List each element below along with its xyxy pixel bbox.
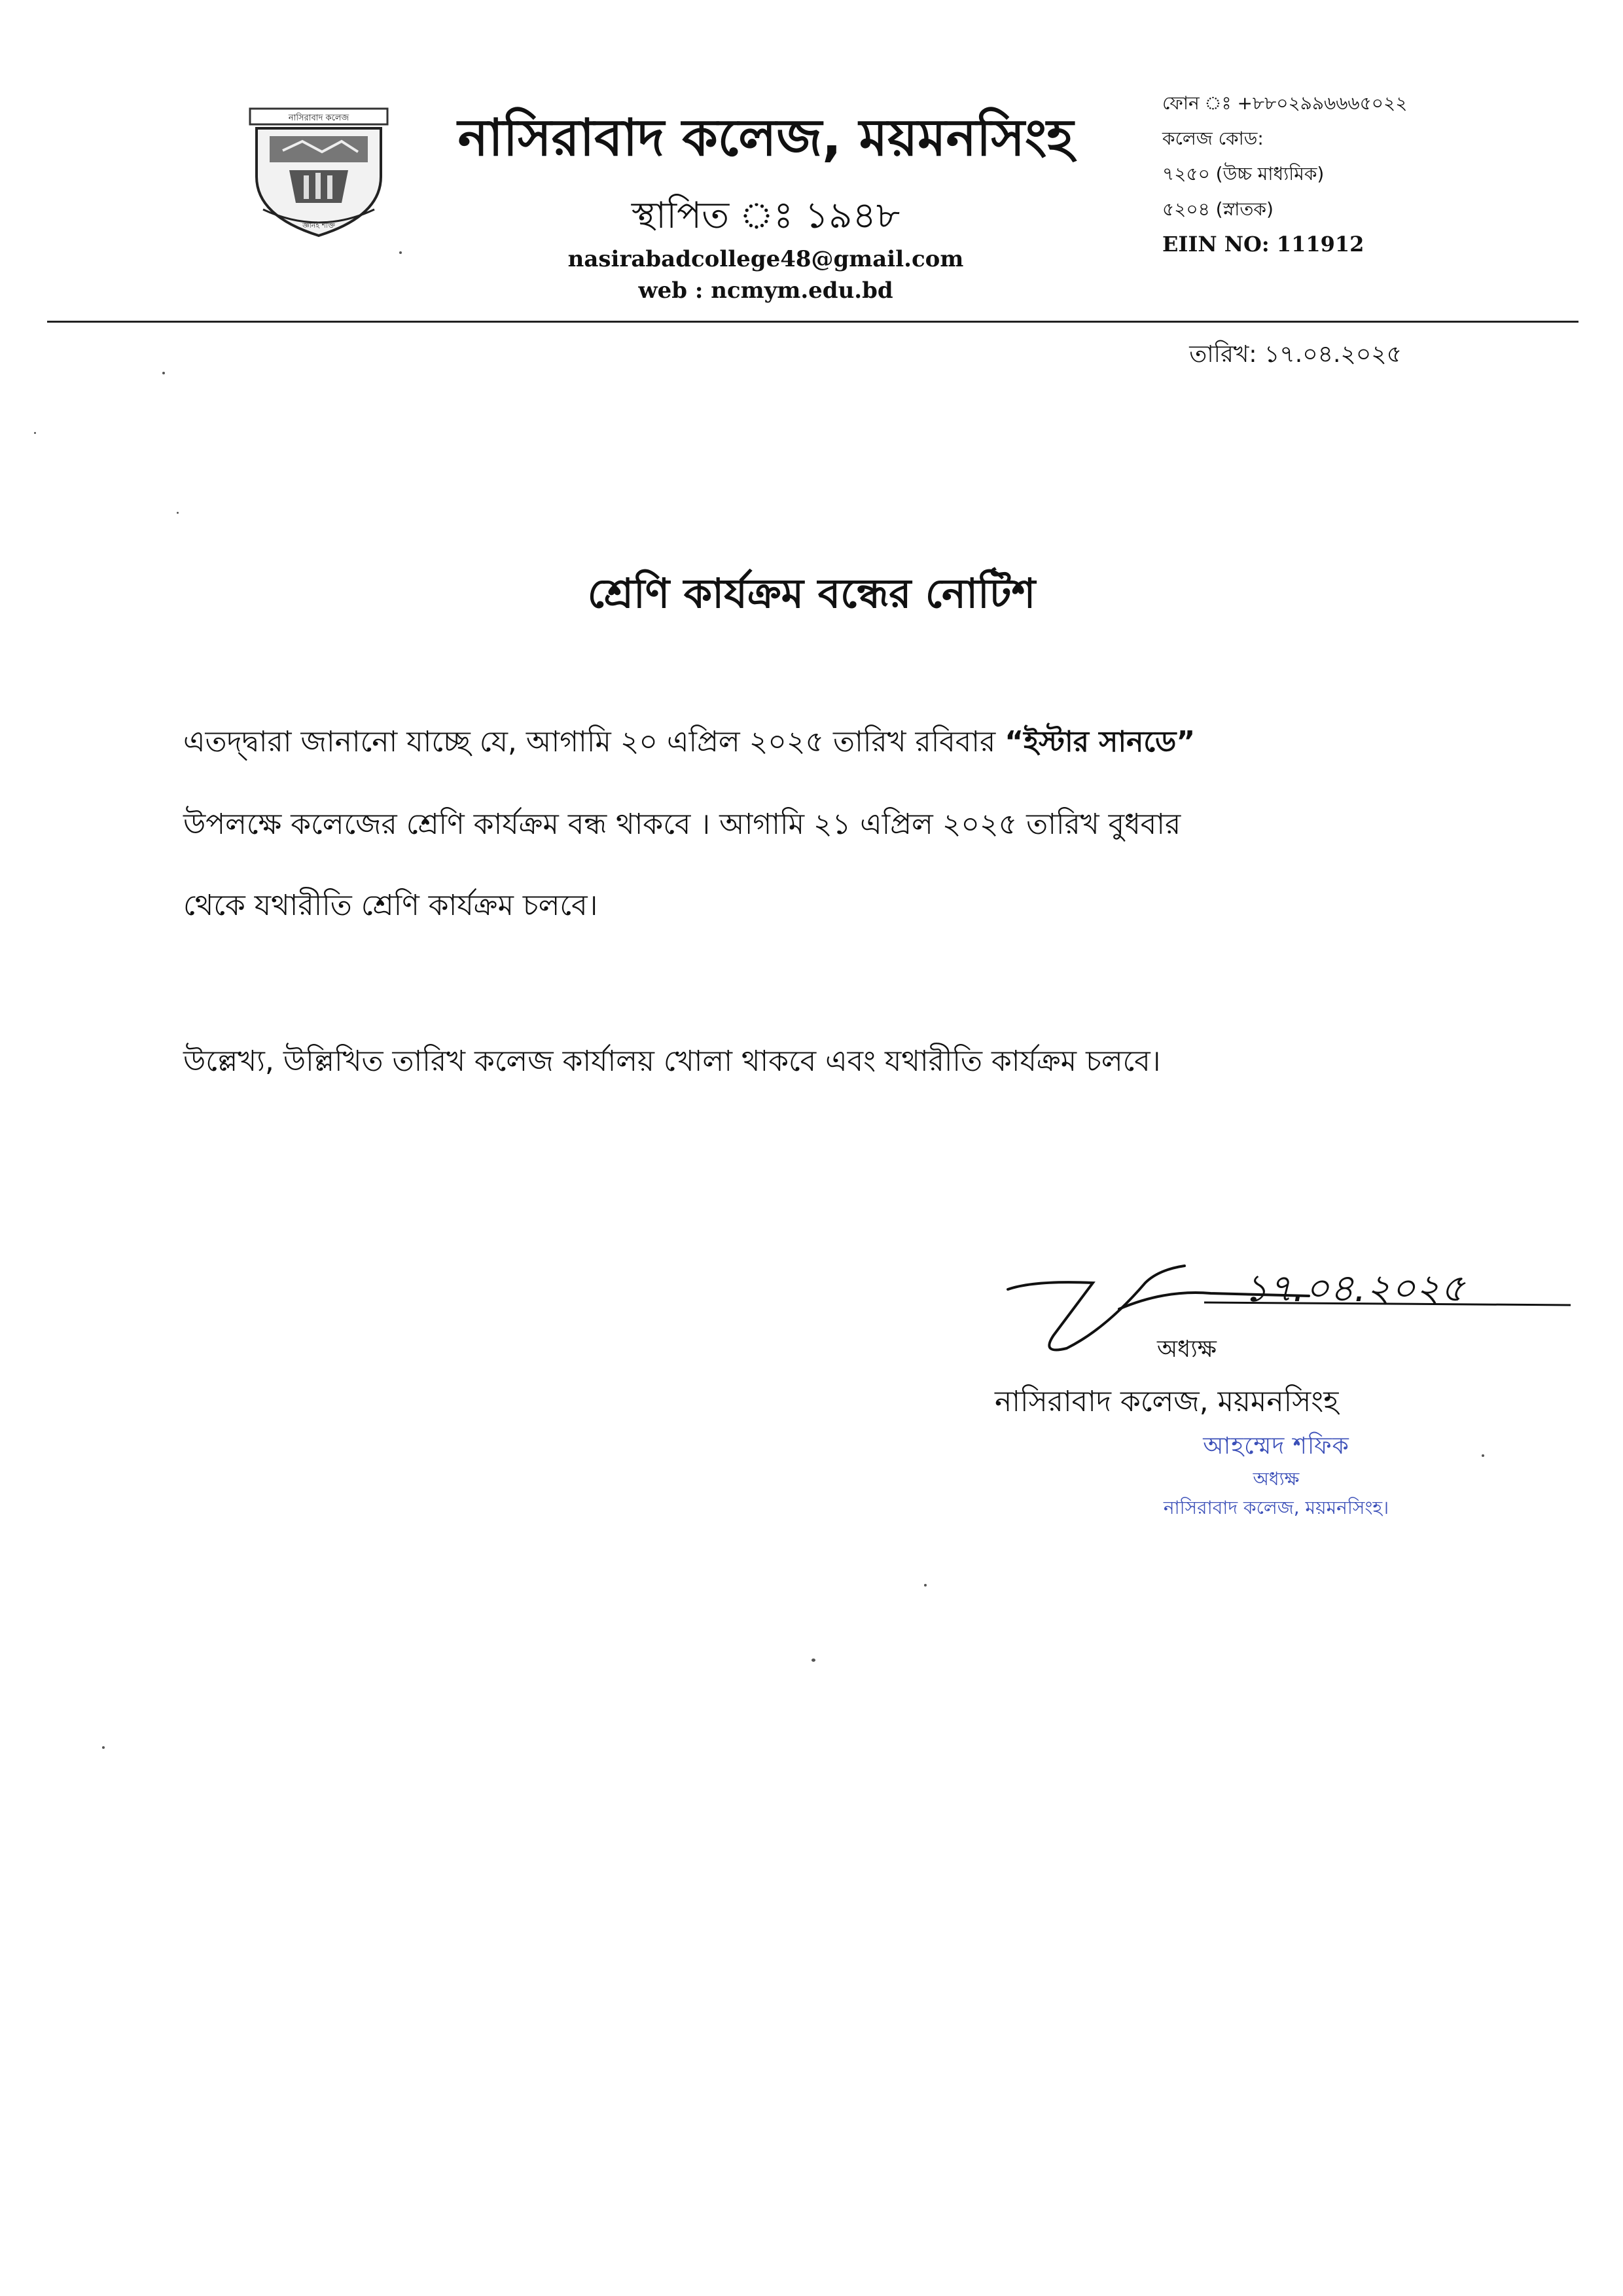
signatory-designation: অধ্যক্ষ xyxy=(1157,1336,1217,1363)
notice-body-line-3: থেকে যথারীতি শ্রেণি কার্যক্রম চলবে। xyxy=(183,889,598,922)
scan-speck xyxy=(177,512,179,514)
scan-speck xyxy=(162,372,165,374)
notice-note: উল্লেখ্য, উল্লিখিত তারিখ কলেজ কার্যালয় খোলা থাকবে এবং যথারীতি কার্যক্রম চলবে। xyxy=(183,1045,1161,1078)
notice-title: শ্রেণি কার্যক্রম বন্ধের নোটিশ xyxy=(587,569,1036,617)
header-divider xyxy=(47,321,1578,323)
stamp-name: আহম্মেদ শফিক xyxy=(1203,1433,1349,1460)
notice-body-line-2: উপলক্ষে কলেজের শ্রেণি কার্যক্রম বন্ধ থাকবে । আগামি ২১ এপ্রিল ২০২৫ তারিখ বুধবার xyxy=(183,808,1181,841)
principal-signature xyxy=(995,1257,1571,1368)
notice-body-line-1 xyxy=(183,720,1195,768)
college-logo xyxy=(243,105,394,242)
signature-date: ১৭.০৪.২০২৫ xyxy=(1243,1266,1465,1310)
scan-speck xyxy=(812,1659,815,1662)
college-email: nasirabadcollege48@gmail.com xyxy=(567,246,964,272)
contact-phone: ফোন ঃ +৮৮০২৯৯৬৬৬৫০২২ xyxy=(1162,92,1408,114)
notice-date: তারিখ: ১৭.০৪.২০২৫ xyxy=(1189,341,1402,368)
stamp-college: নাসিরাবাদ কলেজ, ময়মনসিংহ। xyxy=(1163,1497,1389,1518)
line-1-text: এতদ্দ্বারা জানানো যাচ্ছে যে, আগামি ২০ এপ্রিল ২০২৫ তারিখ রবিবার xyxy=(183,725,1005,759)
college-code-degree: ৫২০৪ (স্নাতক) xyxy=(1162,198,1274,220)
stamp-title: অধ্যক্ষ xyxy=(1253,1468,1300,1490)
scan-speck xyxy=(102,1746,105,1749)
svg-text:জ্ঞানই শক্তি: জ্ঞানই শক্তি xyxy=(302,221,335,230)
svg-text:নাসিরাবাদ কলেজ: নাসিরাবাদ কলেজ xyxy=(288,113,349,123)
college-name: নাসিরাবাদ কলেজ, ময়মনসিংহ xyxy=(457,109,1074,168)
scan-speck xyxy=(399,251,402,254)
scan-speck xyxy=(1482,1454,1484,1457)
college-website: web : ncmym.edu.bd xyxy=(638,278,893,304)
signatory-college: নাসিরাবাদ কলেজ, ময়মনসিংহ xyxy=(995,1385,1339,1418)
holiday-name: “ইস্টার সানডে” xyxy=(1005,725,1196,759)
scan-speck xyxy=(34,432,36,434)
college-code-label: কলেজ কোড: xyxy=(1162,128,1264,149)
established-year: স্থাপিত ঃ ১৯৪৮ xyxy=(631,194,901,237)
college-code-hsc: ৭২৫০ (উচ্চ মাধ্যমিক) xyxy=(1162,163,1325,185)
scan-speck xyxy=(924,1584,927,1587)
eiin-number: EIIN NO: 111912 xyxy=(1162,232,1364,257)
